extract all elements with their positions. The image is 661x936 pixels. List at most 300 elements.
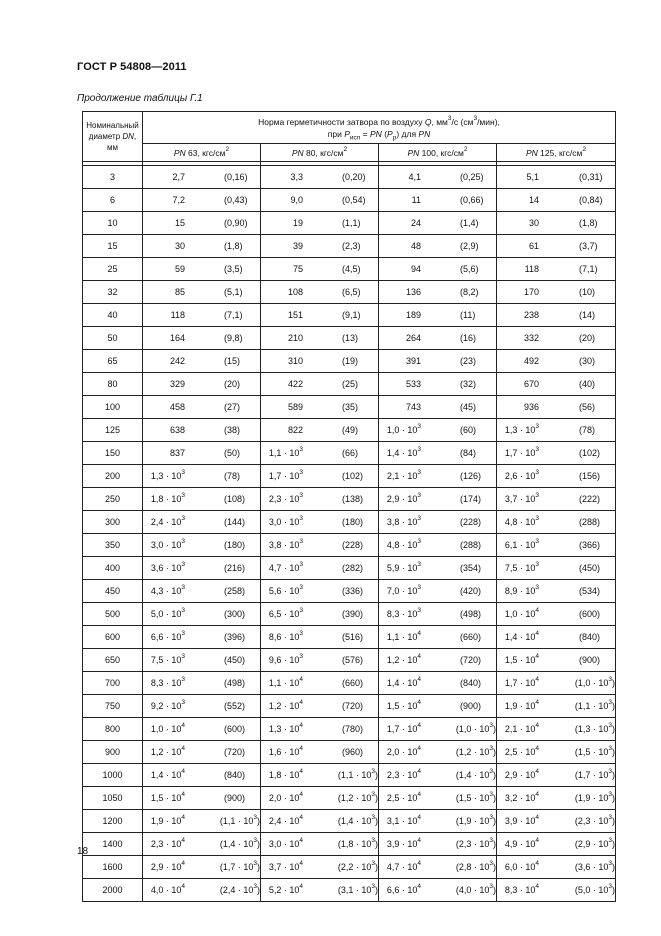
leakage-cm3min [224,701,260,711]
leakage-cell [261,189,379,212]
paren-exponent: 3 [253,883,257,890]
leakage-cm3min [460,333,496,343]
mantissa: 2,4 · 10 [150,517,182,527]
paren-value: (35) [342,402,359,412]
leakage-cm3min [460,264,496,274]
pn-sup: 2 [463,145,468,153]
table-row [83,534,616,557]
leakage-cell [497,833,616,856]
paren-value: (7,1) [224,310,243,320]
leakage-mm3s [261,379,303,389]
leakage-mm3s [143,379,185,389]
dn-cell: 200 [83,465,143,488]
norm-header-open: ( [384,128,388,139]
mantissa: 1,9 · 10 [150,816,182,826]
exponent: 3 [535,446,539,453]
leakage-cm3min [579,425,615,435]
paren-value: (40) [579,379,596,389]
exponent: 4 [299,722,303,729]
paren-value: (960) [342,747,364,757]
paren-value: (102) [579,448,601,458]
leakage-cm3min: $(2,3 \cdot 10^3)$ [574,814,615,826]
mantissa: 6,1 · 10 [504,540,536,550]
mantissa: 8,3 · 10 [150,678,182,688]
dn-column-header: Номинальный диаметр DN, мм [83,112,143,162]
leakage-cm3min [579,563,615,573]
leakage-mm3s [379,379,421,389]
pn-value: 100, кгс/см [419,147,464,158]
leakage-mm3s [143,793,185,803]
leakage-cell [379,465,497,488]
dn-cell: 750 [83,695,143,718]
leakage-mm3s [143,678,185,688]
leakage-mm3s [379,448,421,458]
exponent: 4 [535,837,539,844]
paren-value: (0,25) [460,172,484,182]
leakage-cell [497,373,616,396]
leakage-mm3s [497,770,539,780]
leakage-cell [379,787,497,810]
leakage-cell [261,879,379,902]
leakage-mm3s [497,609,539,619]
leakage-cm3min [342,494,378,504]
mantissa: 108 [287,287,303,297]
mantissa: 3,8 · 10 [268,540,300,550]
paren-exponent: 3 [489,722,493,729]
leakage-cm3min [342,356,378,366]
leakage-cell [379,810,497,833]
norm-header-for: ) для [396,128,417,139]
mantissa: 3,6 · 10 [150,563,182,573]
exponent: 4 [535,791,539,798]
pn-symbol: PN [525,147,538,158]
mantissa: 8,3 · 10 [386,609,418,619]
paren-value: (1,2 · 10 [337,793,372,803]
exponent: 4 [535,814,539,821]
exponent: 3 [535,584,539,591]
paren-value: (126) [460,471,482,481]
leakage-cell [261,350,379,373]
norm-header-p: P [344,128,350,139]
leakage-cell [497,235,616,258]
leakage-cm3min [224,563,260,573]
leakage-cell [143,327,261,350]
leakage-cell [379,281,497,304]
paren-value: (840) [224,770,246,780]
paren-exponent: 3 [371,814,375,821]
paren-value: (32) [460,379,477,389]
paren-value: (228) [342,540,364,550]
leakage-mm3s [379,310,421,320]
leakage-cell [379,166,497,189]
leakage-cm3min [342,701,378,711]
mantissa: 242 [169,356,185,366]
leakage-cell [379,741,497,764]
table-row [83,603,616,626]
leakage-cell [143,488,261,511]
page-number: 18 [77,846,89,857]
exponent: 3 [299,538,303,545]
leakage-mm3s [261,563,303,573]
dn-cell: 600 [83,626,143,649]
leakage-cell [143,189,261,212]
exponent: 3 [299,515,303,522]
exponent: 4 [417,630,421,637]
paren-value: (6,5) [342,287,361,297]
leakage-cell [261,258,379,281]
exponent: 3 [417,515,421,522]
leakage-mm3s [261,425,303,435]
leakage-mm3s [143,425,185,435]
exponent: 4 [299,837,303,844]
paren-value: (180) [342,517,364,527]
norm-header-sub-r: р [392,134,397,142]
leakage-cm3min: $(1,4 \cdot 10^3)$ [219,837,260,849]
paren-value: (0,54) [342,195,366,205]
leakage-cm3min [342,310,378,320]
table-row [83,764,616,787]
exponent: 3 [299,446,303,453]
paren-value: (660) [342,678,364,688]
leakage-cell [143,465,261,488]
table-row [83,856,616,879]
leakage-cm3min [224,379,260,389]
leakage-mm3s [379,494,421,504]
leakage-cell [379,649,497,672]
mantissa: 638 [169,425,185,435]
leakage-cm3min [342,425,378,435]
mantissa: 1,3 · 10 [268,724,300,734]
leakage-cell [379,672,497,695]
exponent: 3 [417,561,421,568]
paren-value: (0,84) [579,195,603,205]
exponent: 4 [181,837,185,844]
paren-value: (49) [342,425,359,435]
paren-value: (13) [342,333,359,343]
paren-value: (3,6 · 10 [574,862,609,872]
paren-value: (2,8 · 10 [455,862,490,872]
paren-value: (1,8) [224,241,243,251]
mantissa: 1,7 · 10 [504,678,536,688]
pn-sup: 2 [582,145,587,153]
paren-value: (2,2 · 10 [337,862,372,872]
leakage-mm3s [497,632,539,642]
leakage-cell [379,350,497,373]
leakage-cell [261,511,379,534]
mantissa: 1,5 · 10 [150,793,182,803]
leakage-mm3s [143,747,185,757]
leakage-cm3min [460,586,496,596]
dn-cell: 3 [83,166,143,189]
exponent: 3 [299,561,303,568]
mantissa: 2,5 · 10 [386,793,418,803]
leakage-mm3s [143,701,185,711]
paren-value: (1,0 · 10 [455,724,490,734]
paren-value: (0,66) [460,195,484,205]
mantissa: 7,0 · 10 [386,586,418,596]
table-head [83,112,616,162]
leakage-mm3s [379,586,421,596]
leakage-cm3min [342,724,378,734]
leakage-cell [261,488,379,511]
dn-cell: 25 [83,258,143,281]
mantissa: 936 [523,402,539,412]
norm-header-unit-c: /мин), [477,116,500,127]
leakage-cell [379,373,497,396]
leakage-cell [143,741,261,764]
leakage-cell [497,695,616,718]
leakage-mm3s [261,471,303,481]
mantissa: 59 [174,264,185,274]
mantissa: 422 [287,379,303,389]
leakage-mm3s [379,517,421,527]
leakage-cell [497,304,616,327]
leakage-cell [261,465,379,488]
paren-exponent: 3 [371,791,375,798]
table-row [83,741,616,764]
paren-value: (1,8) [579,218,598,228]
exponent: 3 [181,538,185,545]
exponent: 3 [299,630,303,637]
exponent: 4 [417,676,421,683]
leakage-mm3s [379,540,421,550]
paren-value: (1,2 · 10 [455,747,490,757]
paren-value: (2,3 · 10 [574,816,609,826]
paren-value: (8,2) [460,287,479,297]
exponent: 4 [417,699,421,706]
leakage-cell [143,373,261,396]
mantissa: 264 [405,333,421,343]
paren-value: (20) [579,333,596,343]
table-row [83,787,616,810]
mantissa: 39 [292,241,303,251]
leakage-table [82,111,616,902]
leakage-mm3s [261,172,303,182]
leakage-cm3min [224,402,260,412]
mantissa: 3,9 · 10 [504,816,536,826]
leakage-mm3s [379,218,421,228]
leakage-mm3s [379,241,421,251]
leakage-mm3s [497,793,539,803]
leakage-cm3min [579,310,615,320]
mantissa: 24 [410,218,421,228]
dn-cell: 50 [83,327,143,350]
exponent: 4 [535,768,539,775]
exponent: 4 [535,630,539,637]
mantissa: 3,0 · 10 [268,517,300,527]
paren-exponent: 3 [608,883,612,890]
mantissa: 1,4 · 10 [504,632,536,642]
paren-value: (0,31) [579,172,603,182]
leakage-cell [497,189,616,212]
exponent: 4 [181,883,185,890]
leakage-cm3min [224,770,260,780]
mantissa: 589 [287,402,303,412]
leakage-cell [143,212,261,235]
leakage-cell [261,442,379,465]
dn-cell: 15 [83,235,143,258]
paren-value: (3,7) [579,241,598,251]
paren-value: (660) [460,632,482,642]
leakage-mm3s [497,448,539,458]
leakage-cell [261,626,379,649]
leakage-cm3min: $(1,2 \cdot 10^3)$ [337,791,378,803]
leakage-cell [261,396,379,419]
leakage-mm3s [143,632,185,642]
exponent: 4 [417,791,421,798]
paren-value: (420) [460,586,482,596]
table-row [83,327,616,350]
leakage-mm3s [497,655,539,665]
paren-value: (66) [342,448,359,458]
paren-value: (900) [460,701,482,711]
paren-exponent: 3 [608,745,612,752]
leakage-cm3min [460,172,496,182]
leakage-cm3min [342,632,378,642]
leakage-cell [379,442,497,465]
exponent: 4 [535,653,539,660]
exponent: 4 [535,607,539,614]
leakage-cell [143,557,261,580]
leakage-mm3s [497,494,539,504]
leakage-cell [379,626,497,649]
mantissa: 9,2 · 10 [150,701,182,711]
leakage-cell [379,833,497,856]
exponent: 3 [299,584,303,591]
leakage-cm3min [579,402,615,412]
exponent: 3 [417,446,421,453]
leakage-mm3s [143,195,185,205]
mantissa: 136 [405,287,421,297]
leakage-mm3s [379,402,421,412]
table-row [83,649,616,672]
leakage-cm3min [460,632,496,642]
leakage-cell [379,304,497,327]
dn-cell: 350 [83,534,143,557]
leakage-cm3min [460,241,496,251]
norm-header-sup-a: 3 [447,114,452,122]
paren-value: (15) [224,356,241,366]
leakage-cell [379,396,497,419]
leakage-cm3min [224,586,260,596]
paren-value: (900) [224,793,246,803]
leakage-cm3min: $(4,0 \cdot 10^3)$ [455,883,496,895]
paren-value: (780) [342,724,364,734]
leakage-cm3min: $(1,5 \cdot 10^3)$ [455,791,496,803]
paren-value: (5,1) [224,287,243,297]
norm-header-sub-isp: исп [349,134,361,142]
leakage-cell [379,580,497,603]
mantissa: 1,0 · 10 [150,724,182,734]
leakage-cell [261,810,379,833]
leakage-cm3min [460,678,496,688]
table-row [83,511,616,534]
mantissa: 329 [169,379,185,389]
leakage-mm3s [379,701,421,711]
paren-value: (840) [579,632,601,642]
leakage-cell [143,718,261,741]
mantissa: 458 [169,402,185,412]
paren-value: (1,1 · 10 [574,701,609,711]
mantissa: 3,0 · 10 [268,839,300,849]
pn-header-100 [379,144,497,162]
leakage-cm3min [579,494,615,504]
paren-exponent: 3 [608,699,612,706]
mantissa: 14 [528,195,539,205]
leakage-cell [261,764,379,787]
mantissa: 85 [174,287,185,297]
leakage-cell [497,787,616,810]
mantissa: 822 [287,425,303,435]
leakage-cell [497,741,616,764]
paren-value: (354) [460,563,482,573]
exponent: 4 [299,791,303,798]
paren-exponent: 3 [489,791,493,798]
mantissa: 30 [174,241,185,251]
exponent: 4 [535,722,539,729]
paren-exponent: 3 [253,860,257,867]
leakage-mm3s [143,540,185,550]
table-row [83,465,616,488]
mantissa: 1,8 · 10 [150,494,182,504]
dn-cell: 450 [83,580,143,603]
mantissa: 19 [292,218,303,228]
mantissa: 1,5 · 10 [504,655,536,665]
leakage-cm3min [579,333,615,343]
paren-value: (1,8 · 10 [337,839,372,849]
mantissa: 3,8 · 10 [386,517,418,527]
exponent: 4 [535,883,539,890]
leakage-cell [379,488,497,511]
norm-header-sup-b: 3 [473,114,478,122]
paren-value: (60) [460,425,477,435]
leakage-cm3min [224,655,260,665]
leakage-cm3min [224,218,260,228]
leakage-cm3min [579,172,615,182]
dn-cell: 1050 [83,787,143,810]
leakage-mm3s [261,494,303,504]
leakage-cm3min [460,218,496,228]
leakage-cell [261,212,379,235]
leakage-mm3s [261,816,303,826]
leakage-cm3min: $(2,9 \cdot 10^3)$ [574,837,615,849]
mantissa: 3,2 · 10 [504,793,536,803]
leakage-cm3min [460,517,496,527]
leakage-mm3s [261,356,303,366]
leakage-cell [497,166,616,189]
leakage-cell [143,833,261,856]
mantissa: 332 [523,333,539,343]
paren-exponent: 3 [371,768,375,775]
paren-value: (600) [579,609,601,619]
leakage-cell [261,695,379,718]
leakage-mm3s [143,586,185,596]
leakage-mm3s [379,563,421,573]
leakage-cm3min: $(1,7 \cdot 10^3)$ [574,768,615,780]
mantissa: 4,8 · 10 [386,540,418,550]
paren-value: (14) [579,310,596,320]
leakage-cm3min: $(1,9 \cdot 10^3)$ [574,791,615,803]
leakage-mm3s [497,218,539,228]
leakage-mm3s [143,356,185,366]
leakage-mm3s [497,287,539,297]
leakage-cm3min [460,540,496,550]
leakage-cell [379,258,497,281]
paren-value: (19) [342,356,359,366]
leakage-mm3s [497,333,539,343]
mantissa: 3,7 · 10 [504,494,536,504]
leakage-cm3min [342,287,378,297]
